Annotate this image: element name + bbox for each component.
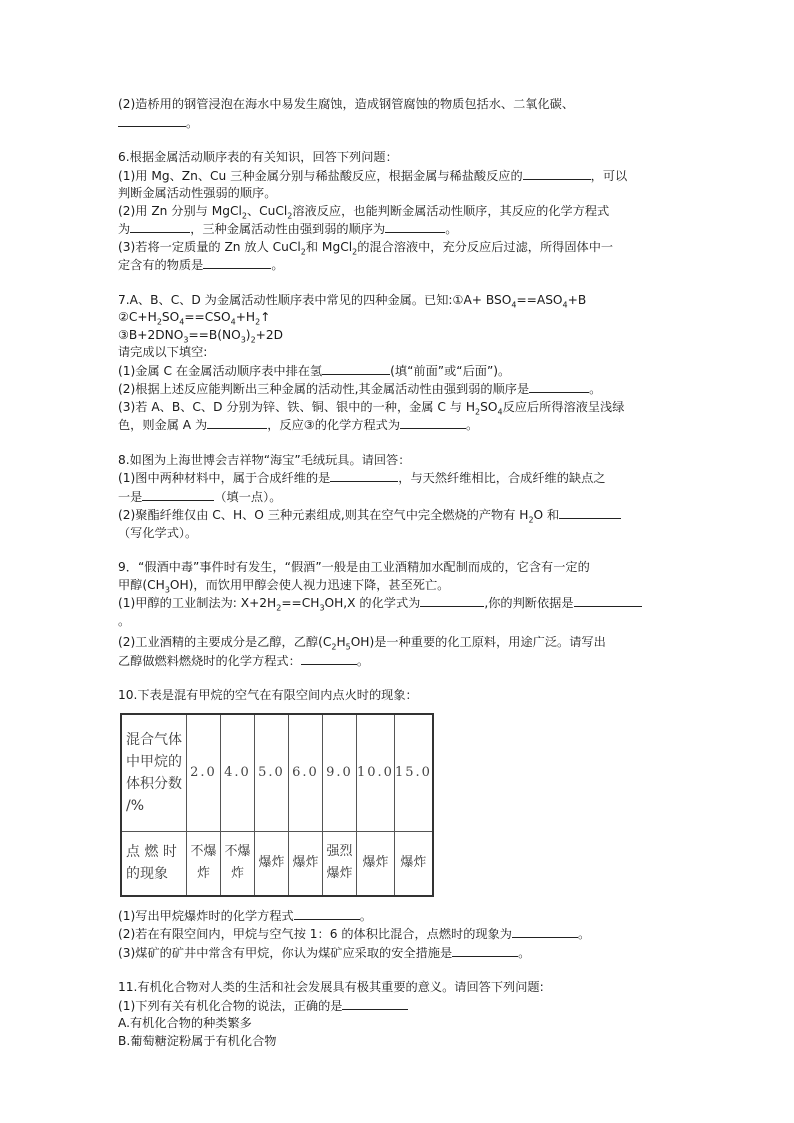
row-header-volume-fraction: 混合气体 中甲烷的 体积分数 /%	[121, 714, 187, 832]
q10-title: 10.下表是混有甲烷的空气在有限空间内点火时的现象：	[118, 688, 418, 702]
methane-explosion-table	[120, 713, 434, 897]
answer-blank[interactable]	[512, 925, 578, 938]
q8-part2-line2: （写化学式）。	[118, 525, 198, 540]
table-row	[121, 714, 433, 832]
q9-part1-line1: (1)甲醇的工业制法为: $X+2H_2==CH_3OH,X$ 的化学式为 ,你的判断依据是	[118, 594, 678, 613]
q6-part3-line2: 定含有的物质是 。	[118, 258, 284, 272]
table-cell: 4.0	[221, 714, 255, 832]
q6-part2-line2: 为 ，三种金属活动性由强到弱的顺序为 。	[118, 222, 458, 236]
answer-blank[interactable]	[142, 488, 214, 501]
q6-part1-line1: (1)用 Mg、Zn、Cu 三种金属分别与稀盐酸反应，根据金属与稀盐酸反应的 ，可以	[118, 168, 628, 183]
answer-blank[interactable]	[523, 167, 591, 180]
q9-intro-line2: 甲醇$(CH_3OH)$，而饮用甲醇会使人视力迅速下降，甚至死亡。	[118, 577, 450, 594]
q11-title: 11.有机化合物对人类的生活和社会发展具有极其重要的意义。请回答下列问题:	[118, 980, 544, 994]
q7-equation-2: $②C+H_2SO_4==CSO_4+H_2↑$	[118, 310, 271, 327]
table-cell: 10.0	[357, 714, 395, 832]
answer-blank[interactable]	[203, 256, 271, 269]
table-cell: 5.0	[255, 714, 289, 832]
table-row	[121, 831, 433, 896]
table-cell: 6.0	[289, 714, 323, 832]
answer-blank[interactable]	[574, 594, 642, 607]
row-header-phenomenon: 点 燃 时 的现象	[121, 831, 187, 896]
table-cell: 强烈 爆炸	[323, 831, 357, 896]
answer-blank[interactable]	[420, 594, 484, 607]
q8-part1-line1: (1)图中两种材料中，属于合成纤维的是 ，与天然纤维相比，合成纤维的缺点之	[118, 471, 606, 485]
table-cell: 爆炸	[357, 831, 395, 896]
q9-part1-line2: 。	[118, 613, 131, 628]
answer-blank[interactable]	[294, 907, 360, 920]
q7-fill-instruction: 请完成以下填空:	[118, 345, 208, 359]
q6-part3-line1: (3)若将一定质量的 Zn 放人 CuCl$_2$和 MgCl$_2$的混合溶液中，充分反应后过滤，所得固体中一	[118, 239, 614, 256]
q7-part2: (2)根据上述反应能判断出三种金属的活动性,其金属活动性由强到弱的顺序是 。	[118, 382, 602, 396]
q9-intro-line1: 9．“假酒中毒”事件时有发生，“假酒”一般是由工业酒精加水配制而成的，它含有一定的	[118, 560, 590, 574]
answer-blank[interactable]	[322, 362, 390, 375]
q11-option-a: A.有机化合物的种类繁多	[118, 1016, 252, 1030]
q6-part2-line1: (2)用 Zn 分别与 MgCl$_2$、CuCl$_2$溶液反应，也能判断金属活动性顺序，其反应的化学方程式	[118, 203, 610, 220]
q11-part1: (1)下列有关有机化合物的说法，正确的是	[118, 997, 678, 1016]
answer-blank[interactable]	[385, 220, 445, 233]
table-cell: 爆炸	[289, 831, 323, 896]
q10-part3: (3)煤矿的矿井中常含有甲烷，你认为煤矿应采取的安全措施是 。	[118, 945, 531, 960]
q10-part1: (1)写出甲烷爆炸时的化学方程式 。	[118, 908, 372, 923]
q11-option-b: B.葡萄糖淀粉属于有机化合物	[118, 1033, 277, 1048]
table-cell: 不爆 炸	[187, 831, 221, 896]
q7-part3-line1: (3)若 A、B、C、D 分别为锌、铁、铜、银中的一种，金属 C 与 $H_2SO_4$反应后所得溶液呈浅绿	[118, 399, 625, 416]
answer-blank[interactable]	[342, 997, 408, 1010]
answer-blank[interactable]	[118, 114, 186, 127]
answer-blank[interactable]	[207, 416, 267, 429]
q6-part1-line2: 判断金属活动性强弱的顺序。	[118, 186, 277, 200]
q8-title: 8.如图为上海世博会吉祥物“海宝”毛绒玩具。请回答：	[118, 452, 411, 467]
q9-part2-line1: (2)工业酒精的主要成分是乙醇，乙醇$(C_2H_5OH)$是一种重要的化工原料，用途广泛。请写出	[118, 635, 606, 652]
q6-title: 6.根据金属活动顺序表的有关知识，回答下列问题：	[118, 150, 398, 164]
table-cell: 9.0	[323, 714, 357, 832]
answer-blank[interactable]	[452, 944, 518, 957]
methane-table-wrap	[120, 713, 678, 897]
answer-blank[interactable]	[130, 220, 190, 233]
q7-part1: (1)金属 C 在金属活动顺序表中排在氢 (填“前面”或“后面”)。	[118, 363, 511, 378]
table-cell: 15.0	[394, 714, 432, 832]
q5-part2-line2: 。	[118, 114, 678, 133]
answer-blank[interactable]	[400, 416, 466, 429]
q5-part2-line1: (2)造桥用的钢管浸泡在海水中易发生腐蚀，造成钢管腐蚀的物质包括水、二氧化碳、	[118, 97, 575, 111]
table-cell: 2.0	[187, 714, 221, 832]
worksheet-page	[118, 96, 678, 1050]
table-cell: 爆炸	[394, 831, 432, 896]
answer-blank[interactable]	[301, 652, 357, 665]
q7-equation-3: $③B+2DNO_3==B(NO_3)_2+2D$	[118, 327, 284, 344]
table-cell: 不爆 炸	[221, 831, 255, 896]
q7-part3-line2: 色，则金属 A 为 ，反应③的化学方程式为 。	[118, 418, 479, 432]
answer-blank[interactable]	[330, 469, 398, 482]
q7-title: 7.A、B、C、D 为金属活动性顺序表中常见的四种金属。已知:①A+ $BSO_4==ASO_4+B$	[118, 292, 587, 309]
q10-part2: (2)若在有限空间内，甲烷与空气按 1：6 的体积比混合，点燃时的现象为 。	[118, 927, 591, 941]
answer-blank[interactable]	[559, 506, 621, 519]
table-cell: 爆炸	[255, 831, 289, 896]
q9-part2-line2: 乙醇做燃料燃烧时的化学方程式： 。	[118, 653, 369, 668]
q8-part1-line2: 一是 （填一点）。	[118, 489, 282, 504]
q8-part2-line1: (2)聚酯纤维仅由 C、H、O 三种元素组成,则其在空气中完全燃烧的产物有 $H_2O$ 和	[118, 506, 678, 525]
answer-blank[interactable]	[529, 380, 589, 393]
